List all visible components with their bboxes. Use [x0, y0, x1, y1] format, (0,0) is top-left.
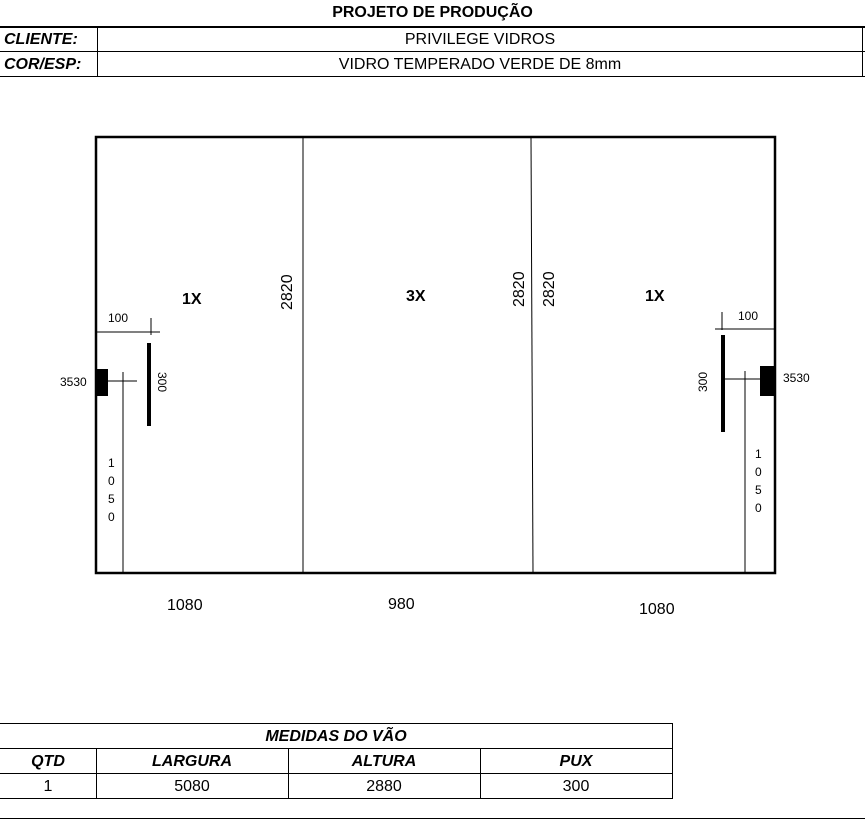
panel-qty-1: 1X — [182, 291, 202, 308]
page-title: PROJETO DE PRODUÇÃO — [332, 4, 533, 21]
divider — [0, 818, 865, 819]
right-lock-block — [760, 366, 774, 396]
divider — [0, 798, 673, 799]
left-height-label: 3530 — [60, 375, 87, 389]
client-value: PRIVILEGE VIDROS — [404, 31, 556, 48]
cell-qtd: 1 — [43, 778, 53, 795]
panel-qty-3: 1X — [645, 288, 665, 305]
left-floor-digit: 5 — [108, 492, 115, 506]
right-handle-label: 300 — [696, 371, 710, 392]
color-label: COR/ESP: — [4, 56, 82, 73]
divider — [672, 723, 673, 799]
left-floor-digit: 0 — [108, 474, 115, 488]
panel-width-2: 980 — [388, 596, 415, 613]
right-floor-digit: 5 — [755, 483, 762, 497]
cell-largura: 5080 — [174, 778, 210, 795]
measures-title: MEDIDAS DO VÃO — [265, 728, 407, 745]
col-header-qtd: QTD — [31, 753, 65, 770]
client-label: CLIENTE: — [4, 31, 78, 48]
left-floor-digit: 0 — [108, 510, 115, 524]
left-offset-label: 100 — [108, 311, 129, 325]
panel-width-3: 1080 — [639, 601, 675, 618]
panel-qty-2: 3X — [406, 288, 426, 305]
right-floor-digit: 1 — [755, 447, 762, 461]
divider — [0, 723, 673, 724]
left-floor-digit: 1 — [108, 456, 115, 470]
color-value: VIDRO TEMPERADO VERDE DE 8mm — [338, 56, 622, 73]
divider — [0, 748, 673, 749]
divider — [0, 773, 673, 774]
panel-divider — [531, 137, 533, 573]
height-label-3: 2820 — [541, 271, 558, 307]
height-label-2: 2820 — [511, 271, 528, 307]
left-handle-label: 300 — [155, 372, 169, 393]
right-height-label: 3530 — [783, 371, 810, 385]
frame-outline — [96, 137, 775, 573]
col-header-pux: PUX — [559, 753, 593, 770]
height-label-1: 2820 — [279, 274, 296, 310]
right-floor-digit: 0 — [755, 465, 762, 479]
right-offset-label: 100 — [738, 309, 759, 323]
col-header-largura: LARGURA — [152, 753, 232, 770]
cell-altura: 2880 — [366, 778, 402, 795]
cell-pux: 300 — [562, 778, 590, 795]
panel-width-1: 1080 — [167, 597, 203, 614]
right-floor-digit: 0 — [755, 501, 762, 515]
left-lock-block — [96, 369, 108, 396]
col-header-altura: ALTURA — [351, 753, 417, 770]
